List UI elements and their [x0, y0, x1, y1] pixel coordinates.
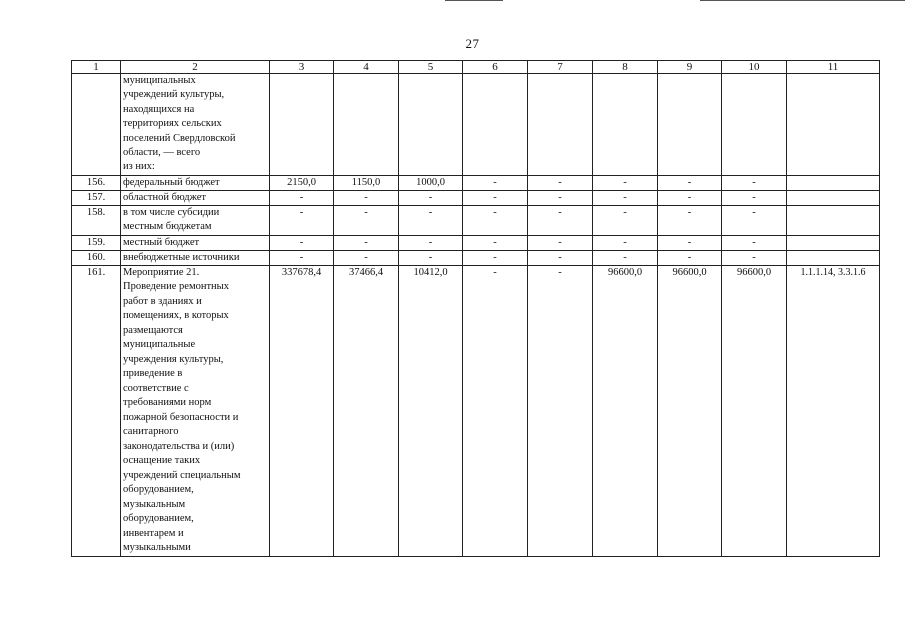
column-header: 11 [787, 61, 880, 74]
cell-value [722, 74, 787, 176]
cell-value: - [722, 175, 787, 190]
cell-target-codes [787, 190, 880, 205]
column-header: 10 [722, 61, 787, 74]
row-description: внебюджетные источники [121, 250, 270, 265]
cell-total: 337678,4 [270, 265, 334, 556]
column-header: 8 [593, 61, 658, 74]
cell-target-codes [787, 175, 880, 190]
cell-value: - [463, 235, 528, 250]
page-number: 27 [465, 36, 480, 51]
cell-value: - [463, 265, 528, 556]
cell-value: - [334, 250, 399, 265]
scan-artifact-line [445, 0, 503, 1]
row-description: федеральный бюджет [121, 175, 270, 190]
cell-target-codes [787, 235, 880, 250]
cell-value: 96600,0 [722, 265, 787, 556]
scan-artifact-line [700, 0, 905, 1]
cell-value [658, 74, 722, 176]
cell-value: - [658, 235, 722, 250]
budget-table [71, 60, 880, 557]
column-header: 5 [399, 61, 463, 74]
cell-value: - [593, 205, 658, 235]
cell-value: - [722, 205, 787, 235]
column-header: 6 [463, 61, 528, 74]
cell-value: - [593, 250, 658, 265]
column-header: 7 [528, 61, 593, 74]
cell-target-codes: 1.1.1.14, 3.3.1.6 [787, 265, 880, 556]
cell-value: - [334, 190, 399, 205]
row-number: 158. [72, 205, 121, 235]
cell-value: 1150,0 [334, 175, 399, 190]
cell-value [593, 74, 658, 176]
cell-value: - [463, 205, 528, 235]
cell-value: - [528, 205, 593, 235]
cell-target-codes [787, 205, 880, 235]
row-number: 157. [72, 190, 121, 205]
column-header: 4 [334, 61, 399, 74]
cell-value: - [528, 190, 593, 205]
cell-value: - [399, 235, 463, 250]
cell-value: - [658, 190, 722, 205]
row-description: муниципальных учреждений культуры, находящихся на территориях сельских поселений Свердловской области, — всего из них: [121, 74, 270, 176]
cell-value: - [528, 250, 593, 265]
row-description: Мероприятие 21. Проведение ремонтных работ в зданиях и помещениях, в которых размещаются муниципальные учреждения культуры, приведение в соответствие с требованиями норм пожарной безопасности и санитарного законодательства и (или) оснащение таких учреждений специальным оборудованием, музыкальным оборудованием, инвентарем и музыкальными [121, 265, 270, 556]
table-row [72, 74, 880, 176]
cell-value: - [528, 235, 593, 250]
cell-total: - [270, 190, 334, 205]
cell-value: - [528, 265, 593, 556]
column-header: 9 [658, 61, 722, 74]
cell-value [399, 74, 463, 176]
table-row [72, 250, 880, 265]
cell-value: - [334, 235, 399, 250]
cell-value: - [528, 175, 593, 190]
cell-total: - [270, 250, 334, 265]
cell-total: - [270, 205, 334, 235]
cell-target-codes [787, 74, 880, 176]
table-row [72, 205, 880, 235]
cell-value [463, 74, 528, 176]
cell-value: 96600,0 [593, 265, 658, 556]
row-description: в том числе субсидии местным бюджетам [121, 205, 270, 235]
cell-value: - [593, 190, 658, 205]
cell-value: 1000,0 [399, 175, 463, 190]
cell-value: - [722, 250, 787, 265]
row-number: 161. [72, 265, 121, 556]
cell-value: - [593, 235, 658, 250]
column-header: 3 [270, 61, 334, 74]
row-description: областной бюджет [121, 190, 270, 205]
column-header: 2 [121, 61, 270, 74]
cell-value [334, 74, 399, 176]
column-number-header-row [72, 61, 880, 74]
cell-value: - [463, 250, 528, 265]
cell-value: - [399, 205, 463, 235]
cell-value: - [722, 190, 787, 205]
cell-value: - [399, 250, 463, 265]
table-row [72, 175, 880, 190]
table-row [72, 190, 880, 205]
column-header: 1 [72, 61, 121, 74]
table-row [72, 235, 880, 250]
cell-value [528, 74, 593, 176]
row-number: 156. [72, 175, 121, 190]
row-number: 159. [72, 235, 121, 250]
row-description: местный бюджет [121, 235, 270, 250]
cell-value: 96600,0 [658, 265, 722, 556]
table-row [72, 265, 880, 556]
cell-value: - [463, 175, 528, 190]
cell-total [270, 74, 334, 176]
row-number: 160. [72, 250, 121, 265]
cell-value: - [658, 250, 722, 265]
cell-total: - [270, 235, 334, 250]
cell-value: - [593, 175, 658, 190]
cell-target-codes [787, 250, 880, 265]
cell-value: 37466,4 [334, 265, 399, 556]
cell-value: - [463, 190, 528, 205]
cell-value: - [399, 190, 463, 205]
cell-value: - [658, 205, 722, 235]
cell-value: 10412,0 [399, 265, 463, 556]
row-number [72, 74, 121, 176]
cell-value: - [658, 175, 722, 190]
cell-value: - [722, 235, 787, 250]
cell-total: 2150,0 [270, 175, 334, 190]
cell-value: - [334, 205, 399, 235]
